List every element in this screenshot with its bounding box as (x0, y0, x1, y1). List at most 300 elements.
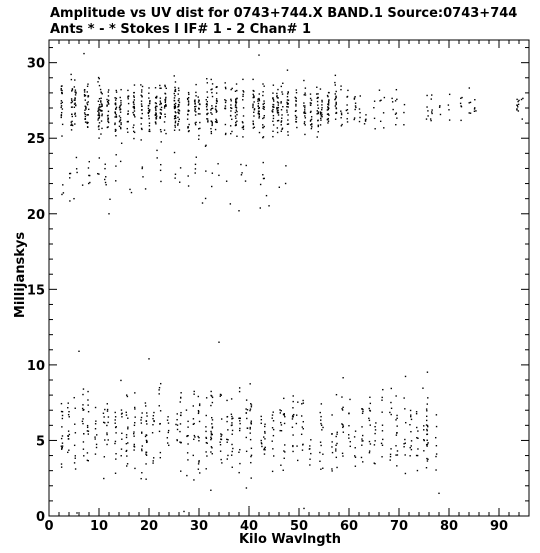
data-point (264, 432, 265, 433)
data-point (252, 105, 253, 106)
data-point (250, 403, 251, 404)
data-point (179, 119, 180, 120)
data-point (331, 433, 332, 434)
data-point (193, 439, 194, 440)
data-point (206, 438, 207, 439)
data-point (156, 96, 157, 97)
data-point (280, 430, 281, 431)
data-points (60, 53, 523, 514)
data-point (160, 164, 161, 165)
data-point (88, 175, 89, 176)
data-point (273, 455, 274, 456)
data-point (217, 163, 218, 164)
data-point (146, 455, 147, 456)
data-point (362, 411, 363, 412)
data-point (426, 118, 427, 119)
data-point (287, 134, 288, 135)
data-point (431, 111, 432, 112)
data-point (341, 125, 342, 126)
data-point (76, 157, 77, 158)
data-point (436, 445, 437, 446)
data-point (166, 88, 167, 89)
data-point (106, 432, 107, 433)
data-point (108, 213, 109, 214)
data-point (220, 438, 221, 439)
data-point (62, 124, 63, 125)
data-point (116, 91, 117, 92)
data-point (310, 439, 311, 440)
data-point (134, 446, 135, 447)
data-point (174, 75, 175, 76)
y-tick-label: 0 (35, 510, 45, 525)
data-point (283, 470, 284, 471)
y-tick-label: 10 (26, 358, 45, 374)
data-point (242, 121, 243, 122)
data-point (277, 132, 278, 133)
data-point (180, 423, 181, 424)
data-point (120, 104, 121, 105)
data-point (148, 358, 149, 359)
data-point (72, 101, 73, 102)
data-point (178, 87, 179, 88)
data-point (310, 124, 311, 125)
data-point (199, 104, 200, 105)
data-point (195, 92, 196, 93)
data-point (405, 473, 406, 474)
x-tick-label: 10 (89, 519, 109, 534)
data-point (305, 94, 306, 95)
data-point (225, 124, 226, 125)
data-point (359, 117, 360, 118)
data-point (188, 124, 189, 125)
data-point (235, 99, 236, 100)
data-point (403, 446, 404, 447)
data-point (331, 441, 332, 442)
data-point (69, 173, 70, 174)
data-point (126, 414, 127, 415)
data-point (180, 470, 181, 471)
data-point (404, 454, 405, 455)
data-point (114, 97, 115, 98)
data-point (426, 416, 427, 417)
data-point (391, 98, 392, 99)
data-point (374, 101, 375, 102)
data-point (334, 99, 335, 100)
data-point (167, 437, 168, 438)
data-point (206, 99, 207, 100)
data-point (238, 210, 239, 211)
data-point (342, 453, 343, 454)
data-point (327, 122, 328, 123)
data-point (391, 388, 392, 389)
data-point (206, 78, 207, 79)
data-point (210, 437, 211, 438)
data-point (156, 150, 157, 151)
data-point (348, 413, 349, 414)
data-point (193, 424, 194, 425)
data-point (303, 508, 304, 509)
data-point (230, 133, 231, 134)
data-point (168, 430, 169, 431)
data-point (295, 100, 296, 101)
x-axis-ticks (44, 40, 529, 534)
data-point (320, 124, 321, 125)
data-point (105, 164, 106, 165)
data-point (287, 93, 288, 94)
data-point (141, 106, 142, 107)
data-point (116, 90, 117, 91)
data-point (404, 408, 405, 409)
data-point (348, 437, 349, 438)
data-point (263, 436, 264, 437)
data-point (417, 448, 418, 449)
data-point (321, 429, 322, 430)
data-point (390, 459, 391, 460)
data-point (210, 439, 211, 440)
data-point (121, 439, 122, 440)
data-point (335, 450, 336, 451)
data-point (273, 118, 274, 119)
data-point (97, 81, 98, 82)
data-point (292, 418, 293, 419)
data-point (107, 126, 108, 127)
data-point (126, 465, 127, 466)
data-point (198, 410, 199, 411)
data-point (250, 408, 251, 409)
data-point (159, 405, 160, 406)
data-point (396, 117, 397, 118)
data-point (148, 115, 149, 116)
data-point (156, 113, 157, 114)
data-point (403, 443, 404, 444)
data-point (287, 119, 288, 120)
data-point (296, 414, 297, 415)
data-point (321, 116, 322, 117)
chart-subtitle: Ants * - * Stokes I IF# 1 - 2 Chan# 1 (50, 22, 312, 37)
data-point (273, 84, 274, 85)
data-point (474, 99, 475, 100)
data-point (246, 412, 247, 413)
data-point (175, 81, 176, 82)
data-point (460, 120, 461, 121)
data-point (133, 433, 134, 434)
data-point (328, 92, 329, 93)
data-point (247, 409, 248, 410)
data-point (160, 457, 161, 458)
data-point (220, 433, 221, 434)
data-point (370, 410, 371, 411)
data-point (369, 408, 370, 409)
data-point (84, 89, 85, 90)
data-point (216, 86, 217, 87)
data-point (395, 100, 396, 101)
data-point (225, 87, 226, 88)
data-point (198, 440, 199, 441)
data-point (187, 99, 188, 100)
data-point (227, 429, 228, 430)
data-point (155, 115, 156, 116)
data-point (405, 422, 406, 423)
data-point (426, 467, 427, 468)
data-point (95, 428, 96, 429)
data-point (127, 132, 128, 133)
data-point (286, 111, 287, 112)
data-point (340, 85, 341, 86)
data-point (304, 92, 305, 93)
data-point (262, 95, 263, 96)
data-point (127, 396, 128, 397)
data-point (157, 157, 158, 158)
data-point (193, 394, 194, 395)
data-point (258, 54, 259, 55)
data-point (335, 119, 336, 120)
data-point (142, 166, 143, 167)
data-point (134, 107, 135, 108)
data-point (340, 117, 341, 118)
data-point (61, 112, 62, 113)
data-point (295, 111, 296, 112)
data-point (342, 407, 343, 408)
data-point (194, 108, 195, 109)
data-point (161, 107, 162, 108)
data-point (98, 112, 99, 113)
data-point (347, 118, 348, 119)
data-point (178, 113, 179, 114)
data-point (295, 118, 296, 119)
data-point (263, 106, 264, 107)
data-point (216, 121, 217, 122)
data-point (516, 109, 517, 110)
x-tick-label: 60 (339, 519, 359, 534)
data-point (206, 468, 207, 469)
data-point (73, 198, 74, 199)
data-point (115, 108, 116, 109)
data-point (250, 456, 251, 457)
data-point (149, 129, 150, 130)
data-point (119, 109, 120, 110)
data-point (272, 414, 273, 415)
data-point (180, 401, 181, 402)
data-point (61, 438, 62, 439)
data-point (390, 454, 391, 455)
data-point (225, 82, 226, 83)
data-point (431, 98, 432, 99)
data-point (287, 114, 288, 115)
data-point (188, 94, 189, 95)
data-point (145, 405, 146, 406)
data-point (284, 444, 285, 445)
data-point (211, 79, 212, 80)
data-point (327, 119, 328, 120)
data-point (127, 90, 128, 91)
data-point (281, 120, 282, 121)
data-point (310, 103, 311, 104)
data-point (210, 395, 211, 396)
data-point (202, 202, 203, 203)
data-point (302, 444, 303, 445)
data-point (133, 131, 134, 132)
data-point (281, 129, 282, 130)
data-point (264, 438, 265, 439)
data-point (417, 430, 418, 431)
data-point (262, 91, 263, 92)
data-point (193, 418, 194, 419)
data-point (212, 96, 213, 97)
data-point (405, 443, 406, 444)
data-point (158, 389, 159, 390)
data-point (281, 131, 282, 132)
data-point (159, 104, 160, 105)
data-point (374, 128, 375, 129)
data-point (141, 95, 142, 96)
data-point (62, 435, 63, 436)
data-point (160, 181, 161, 182)
data-point (100, 133, 101, 134)
data-point (227, 455, 228, 456)
data-point (253, 127, 254, 128)
data-point (303, 402, 304, 403)
data-point (68, 414, 69, 415)
data-point (246, 399, 247, 400)
data-point (212, 402, 213, 403)
data-point (295, 104, 296, 105)
data-point (141, 422, 142, 423)
data-point (309, 448, 310, 449)
data-point (370, 403, 371, 404)
data-point (374, 444, 375, 445)
data-point (126, 443, 127, 444)
data-point (115, 165, 116, 166)
data-point (379, 90, 380, 91)
data-point (295, 105, 296, 106)
data-point (148, 111, 149, 112)
data-point (88, 431, 89, 432)
data-point (155, 118, 156, 119)
data-point (220, 436, 221, 437)
data-point (322, 427, 323, 428)
data-point (341, 423, 342, 424)
data-point (75, 92, 76, 93)
data-point (100, 100, 101, 101)
data-point (253, 124, 254, 125)
data-point (250, 439, 251, 440)
data-point (99, 122, 100, 123)
data-point (285, 165, 286, 166)
data-point (105, 176, 106, 177)
data-point (149, 100, 150, 101)
data-point (395, 395, 396, 396)
data-point (158, 393, 159, 394)
data-point (230, 107, 231, 108)
data-point (283, 398, 284, 399)
data-point (155, 110, 156, 111)
data-point (95, 420, 96, 421)
data-point (165, 100, 166, 101)
data-point (120, 112, 121, 113)
data-point (116, 98, 117, 99)
data-point (284, 458, 285, 459)
data-point (141, 100, 142, 101)
data-point (187, 118, 188, 119)
data-point (225, 134, 226, 135)
data-point (317, 110, 318, 111)
data-point (194, 391, 195, 392)
data-point (321, 114, 322, 115)
data-point (194, 100, 195, 101)
data-point (88, 167, 89, 168)
data-point (253, 112, 254, 113)
data-point (297, 401, 298, 402)
data-point (148, 87, 149, 88)
data-point (460, 105, 461, 106)
data-point (198, 101, 199, 102)
data-point (159, 85, 160, 86)
data-point (273, 420, 274, 421)
data-point (320, 416, 321, 417)
data-point (221, 418, 222, 419)
data-point (74, 114, 75, 115)
data-point (215, 106, 216, 107)
data-point (327, 95, 328, 96)
data-point (195, 95, 196, 96)
data-point (280, 422, 281, 423)
data-point (281, 430, 282, 431)
data-point (521, 99, 522, 100)
data-point (301, 415, 302, 416)
data-point (318, 131, 319, 132)
data-point (134, 407, 135, 408)
data-point (264, 424, 265, 425)
x-tick-label: 80 (439, 519, 459, 534)
data-point (106, 105, 107, 106)
data-point (61, 86, 62, 87)
data-point (272, 109, 273, 110)
data-point (240, 164, 241, 165)
data-point (303, 80, 304, 81)
data-point (518, 110, 519, 111)
data-point (69, 200, 70, 201)
data-point (100, 98, 101, 99)
data-point (284, 414, 285, 415)
data-point (426, 445, 427, 446)
data-point (205, 451, 206, 452)
data-point (263, 100, 264, 101)
data-point (126, 394, 127, 395)
data-point (69, 177, 70, 178)
data-point (250, 462, 251, 463)
data-point (198, 469, 199, 470)
data-point (321, 403, 322, 404)
data-point (239, 463, 240, 464)
data-point (141, 89, 142, 90)
data-point (177, 112, 178, 113)
data-point (174, 100, 175, 101)
data-point (174, 152, 175, 153)
data-point (207, 91, 208, 92)
data-point (107, 422, 108, 423)
data-point (68, 438, 69, 439)
data-point (381, 443, 382, 444)
data-point (411, 445, 412, 446)
data-point (103, 422, 104, 423)
data-point (82, 423, 83, 424)
data-point (61, 105, 62, 106)
data-point (105, 182, 106, 183)
data-point (198, 463, 199, 464)
data-point (61, 93, 62, 94)
data-point (264, 449, 265, 450)
data-point (257, 100, 258, 101)
